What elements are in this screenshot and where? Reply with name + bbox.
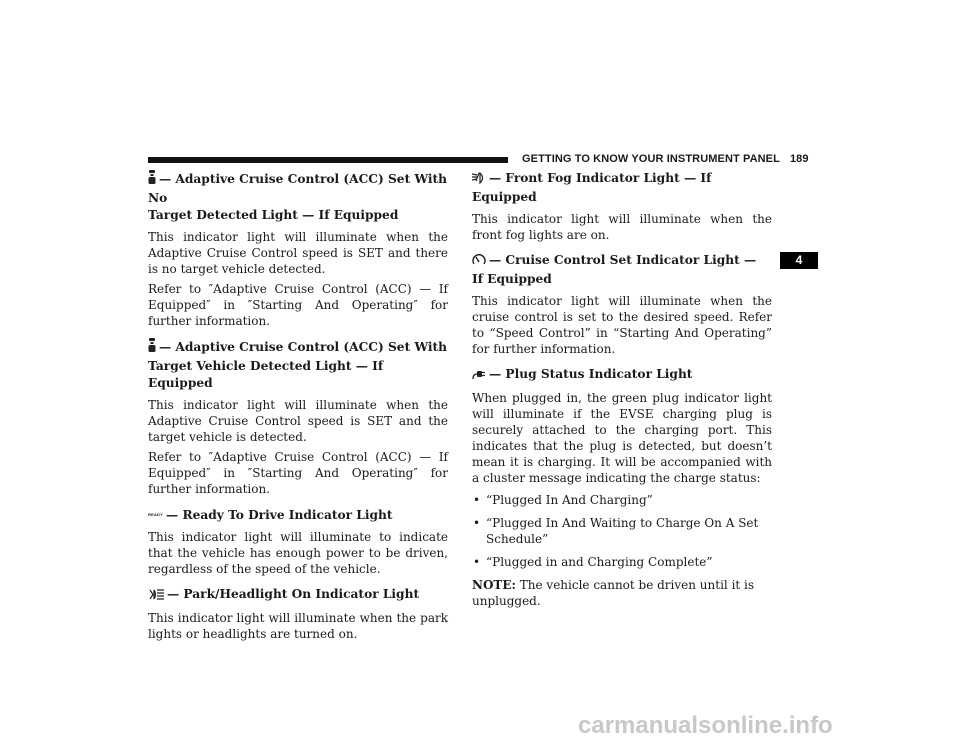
- fog-body: This indicator light will illuminate when the front fog lights are on.: [472, 212, 772, 242]
- left-column: [148, 170, 448, 642]
- plug-heading: — Plug Status Indicator Light: [472, 366, 772, 385]
- note-text: The vehicle cannot be driven until it is unplugged.: [472, 578, 755, 608]
- page-header: [522, 151, 809, 167]
- fog-heading: — Front Fog Indicator Light — If Equipped: [472, 171, 712, 204]
- acc-car-icon: [148, 170, 156, 190]
- plug-body: When plugged in, the green plug indicator light will illuminate if the EVSE charging plug is securely attached to the charging port. This indicates that the plug is detected, but doesn’t mean it is charging. It will be accompanied with a cluster message indicating the charge status:: [472, 391, 772, 485]
- ready-icon: READY: [148, 512, 164, 517]
- plug-icon: [472, 368, 486, 385]
- charge-status-list: [472, 492, 772, 570]
- watermark: carmanualsonline.info: [578, 712, 833, 739]
- list-item: • “Plugged In And Charging”: [473, 493, 653, 507]
- front-fog-icon: [472, 172, 486, 189]
- acc-target-body: This indicator light will illuminate when the Adaptive Cruise Control speed is SET and the target vehicle is detected.: [148, 398, 448, 444]
- list-item: • “Plugged In And Waiting to Charge On A Set Schedule”: [473, 516, 759, 546]
- header-title: GETTING TO KNOW YOUR INSTRUMENT PANEL: [522, 153, 780, 165]
- ready-heading: $^{READY}$ — Ready To Drive Indicator Light: [148, 508, 393, 522]
- speedometer-icon: [472, 254, 486, 271]
- acc-car-icon: [148, 338, 156, 358]
- acc-target-heading: — Adaptive Cruise Control (ACC) Set With Target Vehicle Detected Light — If Equipped: [148, 340, 448, 390]
- header-bar: [148, 157, 508, 163]
- acc-no-target-heading: — Adaptive Cruise Control (ACC) Set With No Target Detected Light — If Equipped: [148, 172, 448, 222]
- cruise-body: This indicator light will illuminate when the cruise control is set to the desired speed. Refer to “Speed Control” in “Starting And Operating” for further information.: [472, 294, 772, 356]
- right-column: [472, 170, 772, 609]
- park-light-icon: [148, 588, 164, 605]
- note-label: NOTE:: [472, 578, 516, 592]
- note: [472, 577, 772, 609]
- page-number: 189: [789, 153, 809, 165]
- chapter-tab: 4: [780, 252, 818, 269]
- cruise-heading: — Cruise Control Set Indicator Light — If Equipped: [472, 253, 757, 286]
- ready-body: This indicator light will illuminate to indicate that the vehicle has enough power to be driven, regardless of the speed of the vehicle.: [148, 530, 448, 576]
- park-body: This indicator light will illuminate when the park lights or headlights are turned on.: [148, 611, 448, 641]
- acc-no-target-refer: Refer to ″Adaptive Cruise Control (ACC) — If Equipped″ in ″Starting And Operating″ for further information.: [148, 282, 448, 328]
- acc-target-refer: Refer to ″Adaptive Cruise Control (ACC) — If Equipped″ in ″Starting And Operating″ for further information.: [148, 450, 448, 496]
- acc-no-target-body: This indicator light will illuminate when the Adaptive Cruise Control speed is SET and there is no target vehicle detected.: [148, 230, 448, 276]
- list-item: • “Plugged in and Charging Complete”: [473, 555, 713, 569]
- park-heading: — Park/Headlight On Indicator Light: [148, 586, 448, 605]
